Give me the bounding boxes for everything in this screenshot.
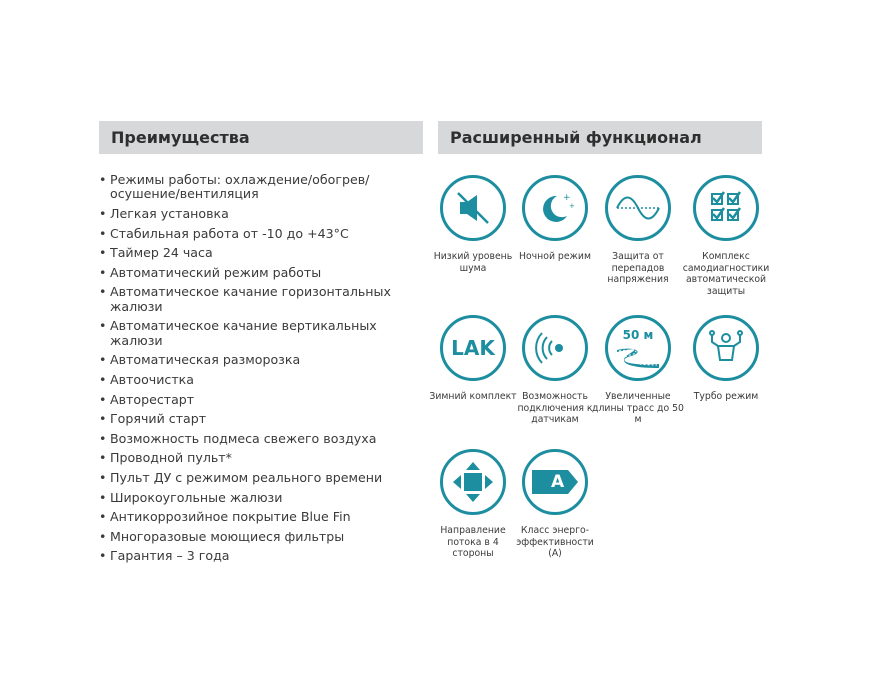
list-item: • Автоматический режим работы xyxy=(99,266,419,280)
feature-winter-kit xyxy=(427,315,519,403)
list-item: • Возможность подмеса свежего воздуха xyxy=(99,432,419,446)
list-item: • Пульт ДУ с режимом реального времени xyxy=(99,471,419,485)
list-item: • Горячий старт xyxy=(99,412,419,426)
strong-man-icon xyxy=(704,326,748,370)
list-item: • Таймер 24 часа xyxy=(99,246,419,260)
list-item: • Многоразовые моющиеся фильтры xyxy=(99,530,419,544)
list-item: • Авторестарт xyxy=(99,393,419,407)
feature-label: Ночной режим xyxy=(519,251,591,262)
feature-label: Зимний комплект xyxy=(429,391,517,402)
feature-turbo-mode xyxy=(680,315,772,403)
feature-label: Низкий уровень шума xyxy=(433,251,513,274)
svg-text:+: + xyxy=(569,202,575,210)
list-item: • Автоматическое качание горизонтальных жалюзи xyxy=(99,285,419,314)
moon-stars-icon xyxy=(533,186,577,230)
feature-voltage-protection xyxy=(592,175,684,286)
feature-label: Турбо режим xyxy=(693,391,759,402)
functions-title: Расширенный функционал xyxy=(450,128,702,147)
speaker-muted-icon xyxy=(451,186,495,230)
feature-label: Класс энерго-эффективности (А) xyxy=(516,525,594,560)
feature-label: Комплекс самодиагностики автоматической защиты xyxy=(682,251,770,297)
lak-icon: LAK xyxy=(451,336,495,360)
sine-wave-icon xyxy=(614,186,662,230)
list-item: • Автоматическая разморозка xyxy=(99,353,419,367)
checkboxes-icon xyxy=(704,186,748,230)
feature-label: Направление потока в 4 стороны xyxy=(440,525,506,560)
feature-4-way-flow xyxy=(427,449,519,560)
feature-night-mode xyxy=(509,175,601,263)
wireless-signal-icon xyxy=(533,326,577,370)
feature-self-diagnostics xyxy=(680,175,772,297)
distance-text: 50 м xyxy=(622,328,654,342)
feature-label: Увеличенные длины трасс до 50 м xyxy=(592,391,684,426)
advantages-title: Преимущества xyxy=(111,128,250,147)
feature-label: Возможность подключения к датчикам xyxy=(517,391,593,426)
svg-text:+: + xyxy=(563,193,571,203)
list-item: • Антикоррозийное покрытие Blue Fin xyxy=(99,510,419,524)
list-item: • Автоматическое качание вертикальных жалюзи xyxy=(99,319,419,348)
list-item: • Широкоугольные жалюзи xyxy=(99,491,419,505)
feature-low-noise xyxy=(427,175,519,274)
advantages-header xyxy=(99,121,423,154)
list-item: • Проводной пульт* xyxy=(99,451,419,465)
winding-road-icon xyxy=(615,342,661,368)
feature-sensor-connection xyxy=(509,315,601,426)
feature-energy-class xyxy=(509,449,601,560)
list-item: • Режимы работы: охлаждение/обогрев/ осушение/вентиляция xyxy=(99,173,419,202)
feature-long-pipe xyxy=(592,315,684,426)
energy-class-letter: A xyxy=(551,472,565,492)
four-way-arrows-icon xyxy=(451,460,495,504)
list-item: • Легкая установка xyxy=(99,207,419,221)
feature-label: Защита от перепадов напряжения xyxy=(607,251,669,286)
list-item: • Автоочистка xyxy=(99,373,419,387)
list-item: • Гарантия – 3 года xyxy=(99,549,419,563)
functions-header xyxy=(438,121,762,154)
advantages-list xyxy=(99,173,419,569)
list-item: • Стабильная работа от -10 до +43°C xyxy=(99,227,419,241)
